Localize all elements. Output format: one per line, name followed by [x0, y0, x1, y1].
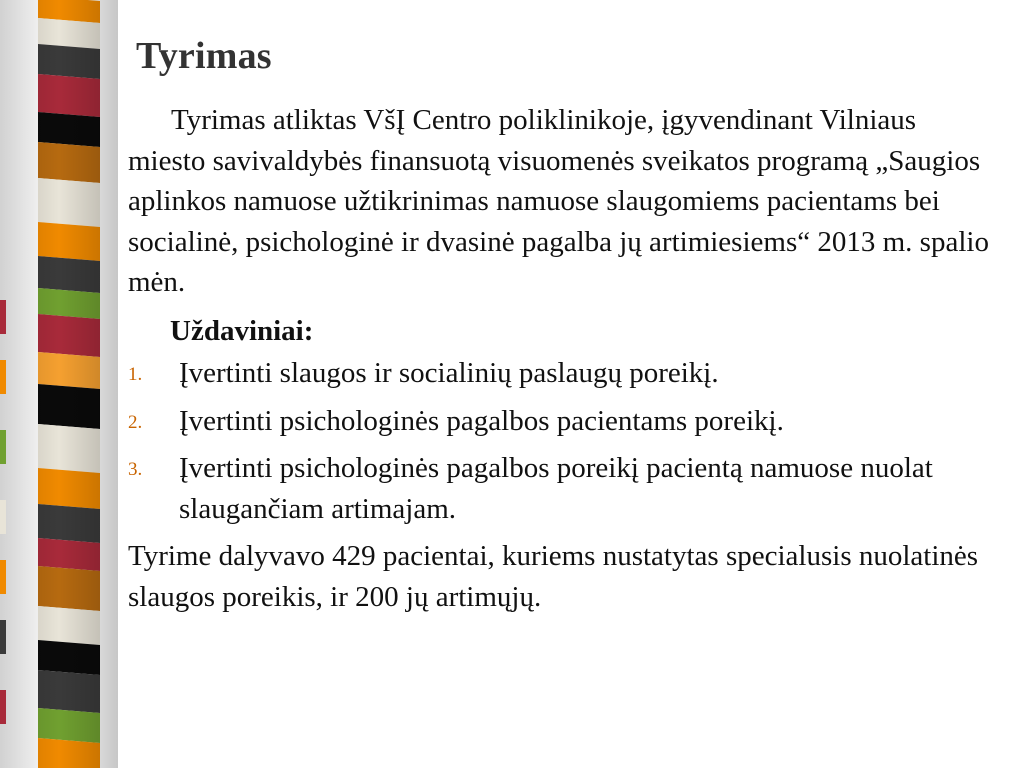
task-item	[128, 448, 998, 529]
stripe-pattern	[0, 0, 118, 768]
slide-body	[128, 100, 998, 617]
tasks-heading: Uždaviniai:	[170, 314, 314, 347]
task-item	[128, 401, 998, 442]
intro-paragraph: Tyrimas atliktas VšĮ Centro poliklinikoje, įgyvendinant Vilniaus miesto savivaldybės finansuotą visuomenės sveikatos programą „Saugios aplinkos namuose užtikrinimas namuose slaugomiems pacientams bei socialinė, psichologinė ir dvasinė pagalba jų artimiesiems“ 2013 m. spalio mėn.	[128, 104, 989, 298]
decorative-stripe-band	[0, 0, 118, 768]
stripe-fringe	[0, 300, 6, 334]
task-number: 2.	[128, 411, 143, 433]
task-text: Įvertinti psichologinės pagalbos pacientams poreikį.	[179, 404, 784, 437]
slide-title: Tyrimas	[136, 35, 272, 77]
stripe-fringe	[0, 500, 6, 534]
task-number: 3.	[128, 459, 143, 480]
stripe-fringe	[0, 430, 6, 464]
closing-paragraph: Tyrime dalyvavo 429 pacientai, kuriems nustatytas specialusis nuolatinės slaugos poreikis, ir 200 jų artimųjų.	[128, 540, 979, 613]
stripe-fringe	[0, 560, 6, 594]
task-number: 1.	[128, 364, 143, 385]
stripe-fringe	[0, 620, 6, 654]
tasks-list	[128, 353, 998, 529]
stripe-fringe	[0, 690, 6, 724]
task-item	[128, 353, 998, 394]
task-text: Įvertinti psichologinės pagalbos poreikį pacientą namuose nuolat slaugančiam artimajam.	[179, 452, 933, 525]
task-text: Įvertinti slaugos ir socialinių paslaugų poreikį.	[179, 357, 719, 389]
stripe-fringe	[0, 360, 6, 394]
stripe-shading	[0, 0, 118, 768]
